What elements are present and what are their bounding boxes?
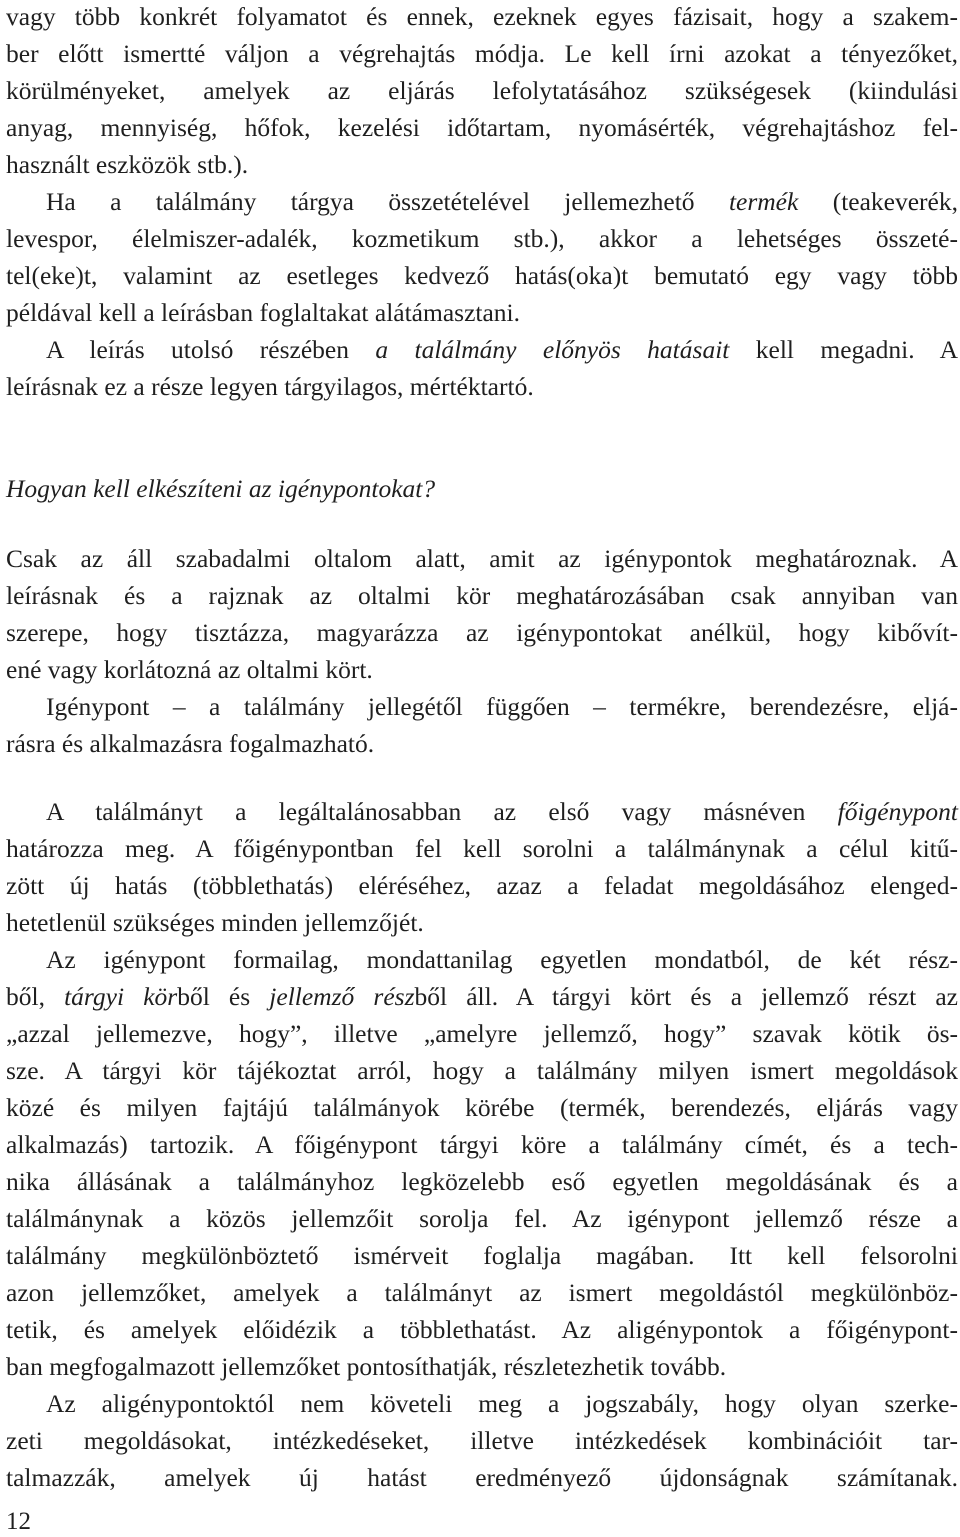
text-line: Az aligénypontoktól nem követeli meg a jogszabály, hogy olyan szerke- <box>46 1389 958 1418</box>
text-line: használt eszközök stb.). <box>6 150 249 179</box>
text-line: ené vagy korlátozná az oltalmi kört. <box>6 655 373 684</box>
text-line: talmazzák, amelyek új hatást eredményező újdonságnak számítanak. <box>6 1463 958 1492</box>
emphasis-text: a találmány előnyös hatásait <box>375 335 730 364</box>
text-span: ből áll. A tárgyi kört és a jellemző részt az <box>414 982 958 1011</box>
text-line: tel(eke)t, valamint az esetleges kedvező hatás(oka)t bemutató egy vagy több <box>6 261 958 290</box>
text-line <box>6 980 958 1014</box>
text-line <box>46 795 958 829</box>
text-line: vagy több konkrét folyamatot és ennek, ezeknek egyes fázisait, hogy a szakem- <box>6 2 958 31</box>
text-span: A találmányt a legáltalánosabban az első vagy másnéven <box>46 797 838 826</box>
text-line: határozza meg. A főigénypontban fel kell sorolni a találmánynak a célul kitű- <box>6 834 958 863</box>
text-line: ban megfogalmazott jellemzőket pontosíthatják, részletezhetik tovább. <box>6 1352 727 1381</box>
text-line: Csak az áll szabadalmi oltalom alatt, amit az igénypontok meghatároznak. A <box>6 544 958 573</box>
text-line: zeti megoldásokat, intézkedéseket, illetve intézkedések kombinációit tar- <box>6 1426 958 1455</box>
text-span: Ha a találmány tárgya összetételével jellemezhető <box>46 187 729 216</box>
text-line: tetik, és amelyek előidézik a többlethatást. Az aligénypontok a főigénypont- <box>6 1315 958 1344</box>
text-line <box>46 185 958 219</box>
text-line: szerepe, hogy tisztázza, magyarázza az igénypontokat anélkül, hogy kibővít- <box>6 618 958 647</box>
text-line <box>46 333 958 367</box>
text-span: kell megadni. A <box>729 335 958 364</box>
text-line: levespor, élelmiszer-adalék, kozmetikum stb.), akkor a lehetséges összeté- <box>6 224 958 253</box>
text-span: A leírás utolsó részében <box>46 335 376 364</box>
text-line: közé és milyen fajtájú találmányok körébe (termék, berendezés, eljárás vagy <box>6 1093 958 1122</box>
text-line: leírásnak és a rajznak az oltalmi kör meghatározásában csak annyiban van <box>6 581 958 610</box>
text-line: példával kell a leírásban foglaltakat alátámasztani. <box>6 298 521 327</box>
text-line: körülményeket, amelyek az eljárás lefolytatásához szükségesek (kiindulási <box>6 76 958 105</box>
text-line: „azzal jellemezve, hogy”, illetve „amelyre jellemző, hogy” szavak kötik ös- <box>6 1019 958 1048</box>
text-line: azon jellemzőket, amelyek a találmányt az ismert megoldástól megkülönböz- <box>6 1278 958 1307</box>
text-span: (teakeverék, <box>798 187 958 216</box>
text-line: sze. A tárgyi kör tájékoztat arról, hogy a találmány milyen ismert megoldások <box>6 1056 958 1085</box>
emphasis-text: termék <box>728 187 799 216</box>
text-line: találmánynak a közös jellemzőit sorolja fel. Az igénypont jellemző része a <box>6 1204 958 1233</box>
text-span: ből, <box>6 982 65 1011</box>
text-line: Igénypont – a találmány jellegétől függően – termékre, berendezésre, eljá- <box>46 692 958 721</box>
text-line: nika állásának a találmányhoz legközelebb eső egyetlen megoldásának és a <box>6 1167 958 1196</box>
text-line: találmány megkülönböztető ismérveit foglalja magában. Itt kell felsorolni <box>6 1241 958 1270</box>
text-line: hetetlenül szükséges minden jellemzőjét. <box>6 908 424 937</box>
text-line: Az igénypont formailag, mondattanilag egyetlen mondatból, de két rész- <box>46 945 958 974</box>
emphasis-text: főigénypont <box>837 797 958 826</box>
emphasis-text: tárgyi kör <box>64 982 178 1011</box>
text-line: anyag, mennyiség, hőfok, kezelési időtartam, nyomásérték, végrehajtáshoz fel- <box>6 113 958 142</box>
text-line: leírásnak ez a része legyen tárgyilagos, mértéktartó. <box>6 372 534 401</box>
text-line: zött új hatás (többlethatás) eléréséhez, azaz a feladat megoldásához elenged- <box>6 871 958 900</box>
section-heading: Hogyan kell elkészíteni az igénypontokat? <box>6 474 436 503</box>
emphasis-text: jellemző rész <box>269 982 415 1011</box>
page-number: 12 <box>6 1508 31 1535</box>
text-span: ből és <box>177 982 270 1011</box>
text-line: ber előtt ismertté váljon a végrehajtás módja. Le kell írni azokat a tényezőket, <box>6 39 958 68</box>
text-line: rásra és alkalmazásra fogalmazható. <box>6 729 375 758</box>
text-line: alkalmazás) tartozik. A főigénypont tárgyi köre a találmány címét, és a tech- <box>6 1130 958 1159</box>
